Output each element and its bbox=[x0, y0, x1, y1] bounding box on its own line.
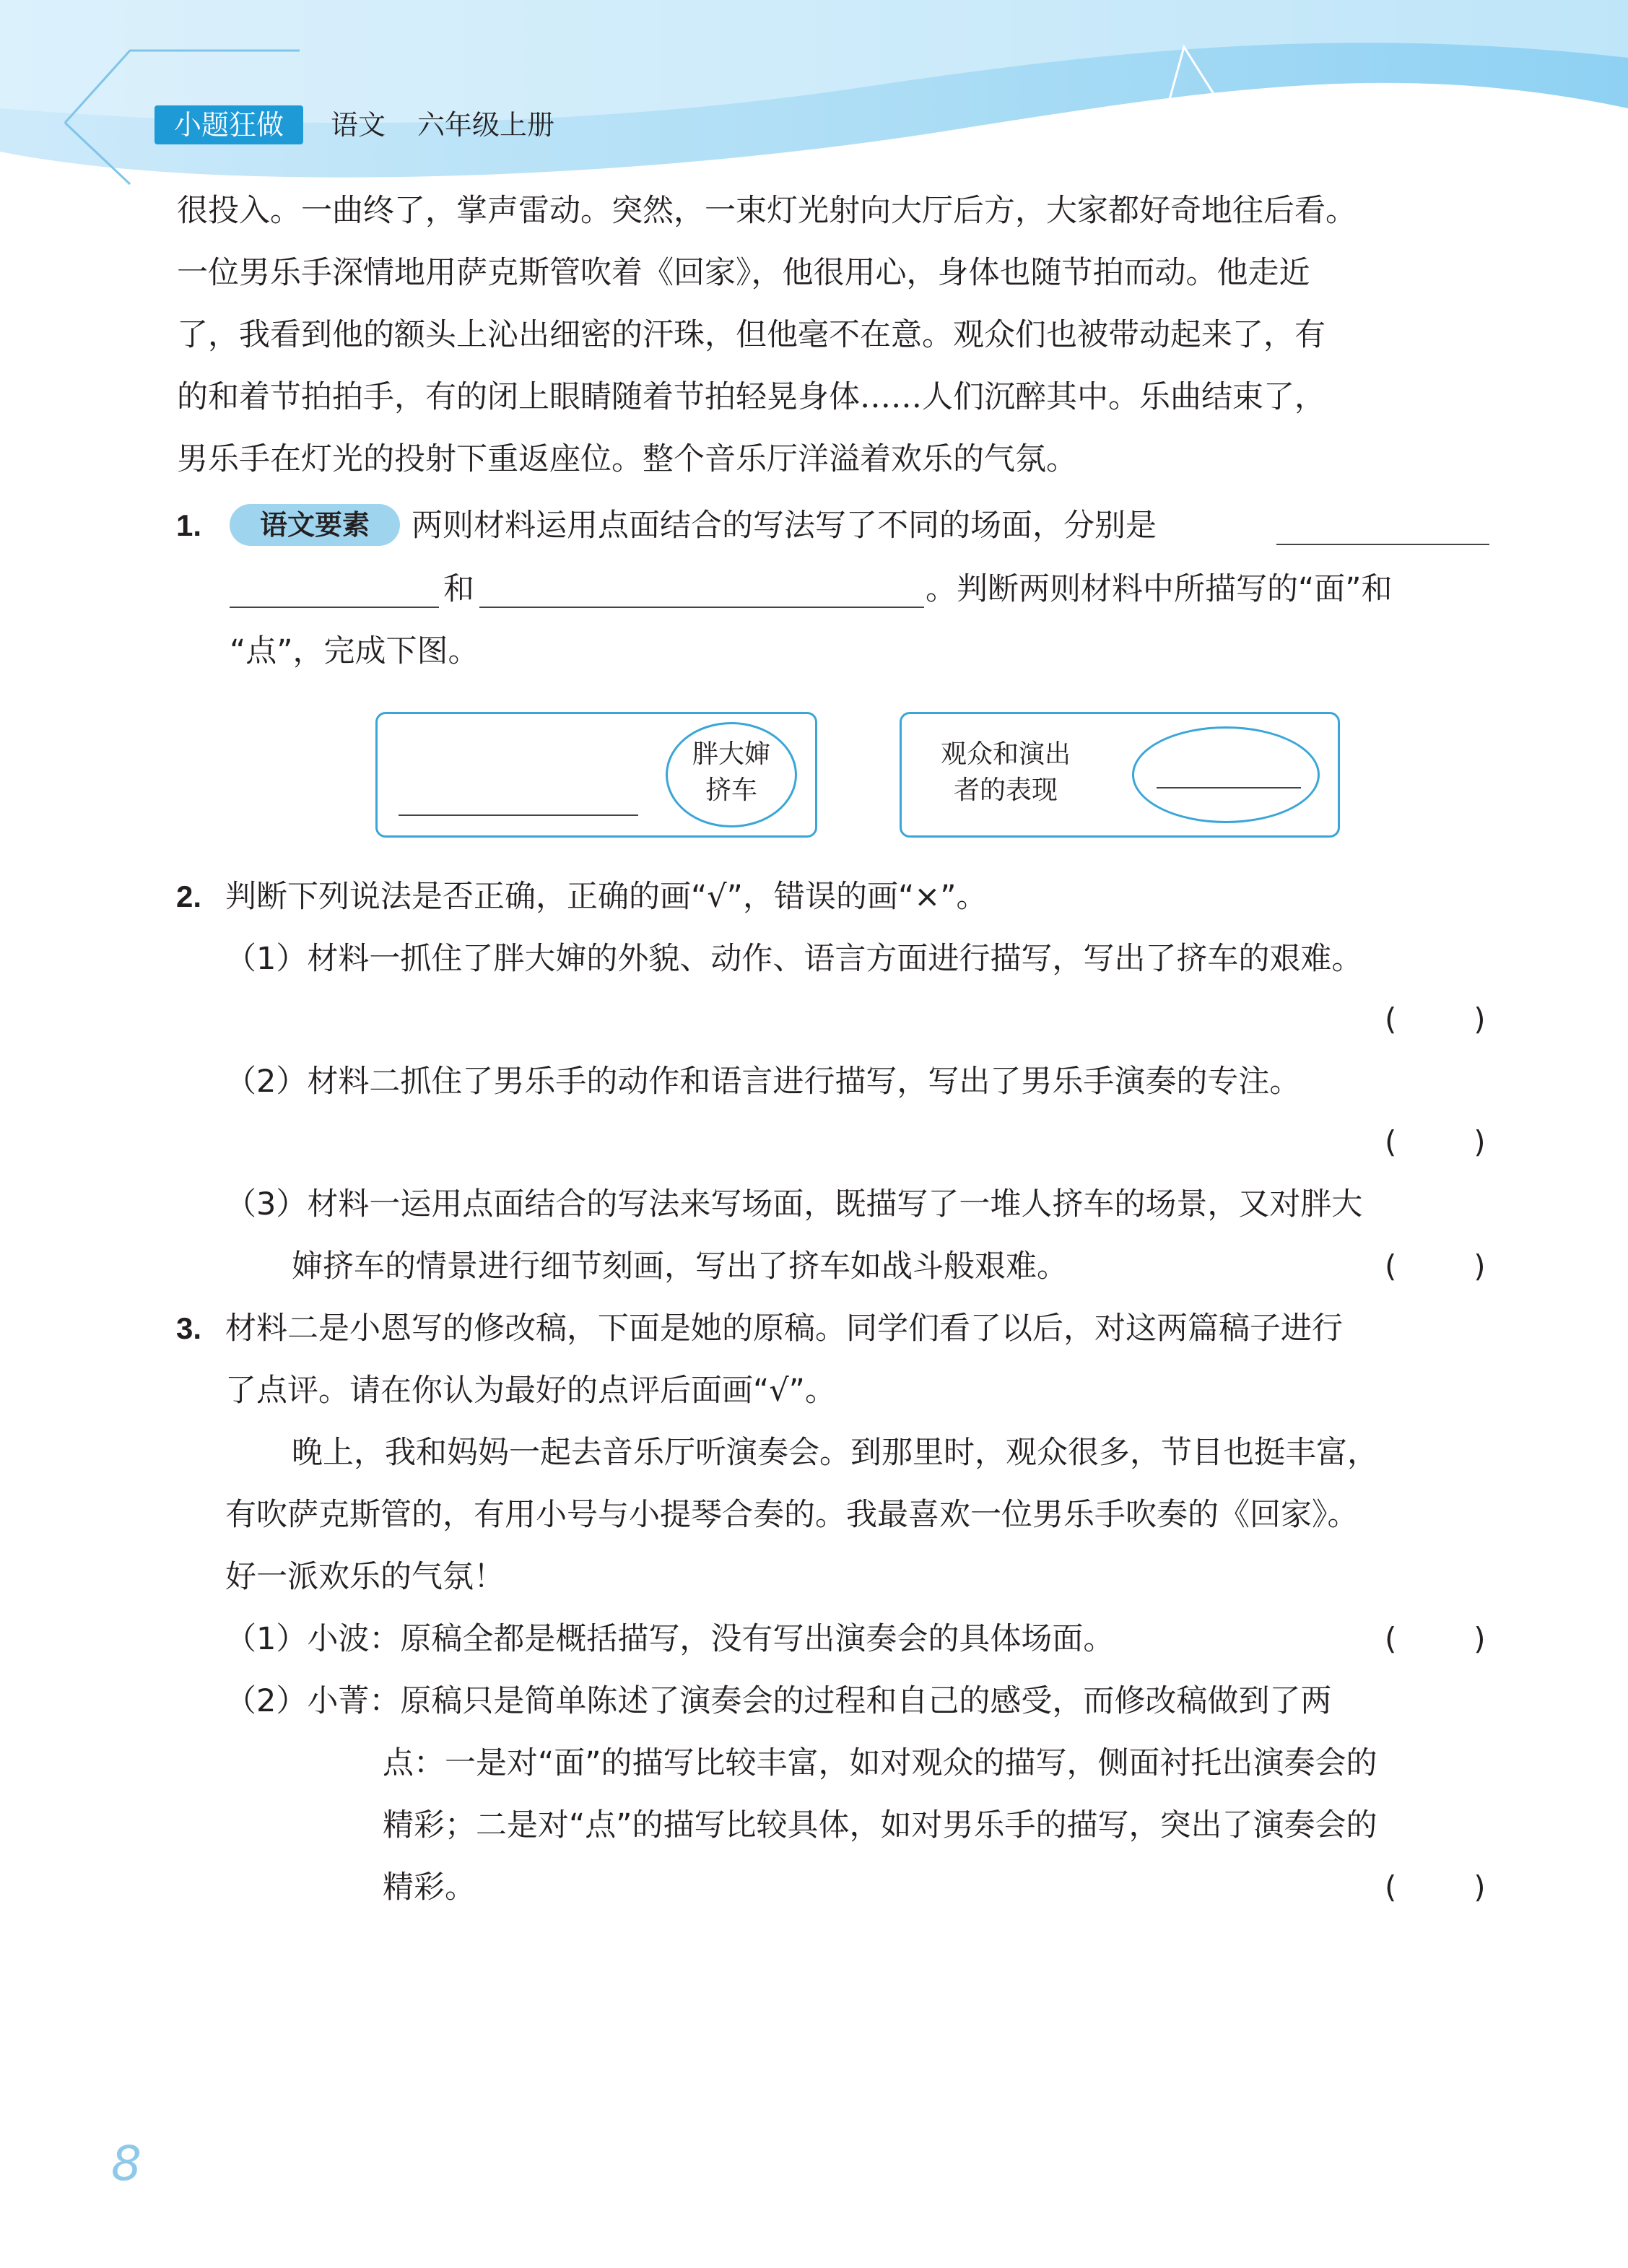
passage-line: 男乐手在灯光的投射下重返座位。整个音乐厅洋溢着欢乐的气氛。 bbox=[177, 441, 1077, 477]
diagram-blank-left[interactable] bbox=[399, 814, 638, 816]
answer-paren[interactable]: ( ) bbox=[1385, 1621, 1486, 1656]
q3-stem: 材料二是小恩写的修改稿，下面是她的原稿。同学们看了以后，对这两篇稿子进行 bbox=[225, 1311, 1343, 1347]
header-wave-decoration bbox=[0, 0, 1628, 195]
draft-line: 有吹萨克斯管的，有用小号与小提琴合奏的。我最喜欢一位男乐手吹奏的《回家》。 bbox=[225, 1497, 1359, 1533]
question-3-number: 3. bbox=[176, 1311, 202, 1345]
q3-item-2: （2）小菁：原稿只是简单陈述了演奏会的过程和自己的感受，而修改稿做到了两 bbox=[225, 1683, 1332, 1719]
draft-line: 好一派欢乐的气氛！ bbox=[225, 1559, 505, 1595]
draft-line: 晚上，我和妈妈一起去音乐厅听演奏会。到那里时，观众很多，节目也挺丰富， bbox=[292, 1435, 1378, 1471]
series-badge: 小题狂做 bbox=[154, 105, 303, 144]
diagram-blank-right[interactable] bbox=[1157, 787, 1301, 788]
page-number: 8 bbox=[111, 2136, 142, 2191]
q2-item-2: （2）材料二抓住了男乐手的动作和语言进行描写，写出了男乐手演奏的专注。 bbox=[225, 1064, 1301, 1100]
q2-item-3-cont: 婶挤车的情景进行细节刻画，写出了挤车如战斗般艰难。 bbox=[292, 1248, 1068, 1285]
answer-paren[interactable]: ( ) bbox=[1385, 1869, 1486, 1905]
chinese-elements-tag: 语文要素 bbox=[230, 504, 400, 546]
passage-line: 了，我看到他的额头上沁出细密的汗珠，但他毫不在意。观众们也被带动起来了，有 bbox=[177, 317, 1326, 353]
question-2-number: 2. bbox=[176, 879, 202, 913]
ellipse-label-line: 挤车 bbox=[705, 775, 757, 805]
q1-blank-1a[interactable] bbox=[1276, 544, 1489, 545]
q1-text-c: “点”，完成下图。 bbox=[230, 633, 479, 669]
q3-item-2-cont: 点：一是对“面”的描写比较丰富，如对观众的描写，侧面衬托出演奏会的 bbox=[383, 1745, 1377, 1781]
answer-paren[interactable]: ( ) bbox=[1385, 1124, 1486, 1160]
answer-paren[interactable]: ( ) bbox=[1385, 1248, 1486, 1284]
q1-blank-1b[interactable] bbox=[230, 607, 439, 608]
subject-label: 语文 bbox=[331, 109, 386, 141]
answer-paren[interactable]: ( ) bbox=[1385, 1002, 1486, 1037]
box-label-line: 者的表现 bbox=[953, 775, 1058, 805]
q1-and: 和 bbox=[443, 571, 474, 607]
q2-stem: 判断下列说法是否正确，正确的画“√”，错误的画“×”。 bbox=[225, 879, 988, 915]
q3-item-2-cont: 精彩；二是对“点”的描写比较具体，如对男乐手的描写，突出了演奏会的 bbox=[383, 1807, 1377, 1843]
passage-line: 一位男乐手深情地用萨克斯管吹着《回家》，他很用心，身体也随节拍而动。他走近 bbox=[177, 255, 1310, 291]
q1-blank-2[interactable] bbox=[479, 607, 924, 608]
passage-line: 很投入。一曲终了，掌声雷动。突然，一束灯光射向大厅后方，大家都好奇地往后看。 bbox=[177, 193, 1357, 229]
q2-item-3: （3）材料一运用点面结合的写法来写场面，既描写了一堆人挤车的场景，又对胖大 bbox=[225, 1186, 1363, 1222]
ellipse-label-line: 胖大婶 bbox=[692, 739, 770, 769]
question-1-number: 1. bbox=[176, 508, 202, 542]
passage-line: 的和着节拍拍手，有的闭上眼睛随着节拍轻晃身体……人们沉醉其中。乐曲结束了， bbox=[177, 379, 1326, 415]
q3-stem: 了点评。请在你认为最好的点评后面画“√”。 bbox=[225, 1373, 836, 1409]
q3-item-1: （1）小波：原稿全都是概括描写，没有写出演奏会的具体场面。 bbox=[225, 1621, 1115, 1657]
box-label-line: 观众和演出 bbox=[940, 739, 1071, 769]
q2-item-1: （1）材料一抓住了胖大婶的外貌、动作、语言方面进行描写，写出了挤车的艰难。 bbox=[225, 941, 1363, 977]
q1-text-b: 。判断两则材料中所描写的“面”和 bbox=[926, 571, 1393, 607]
q1-text-a: 两则材料运用点面结合的写法写了不同的场面，分别是 bbox=[412, 508, 1157, 544]
grade-label: 六年级上册 bbox=[417, 109, 555, 141]
diagram-ellipse-right bbox=[1132, 726, 1320, 823]
q3-item-2-cont: 精彩。 bbox=[383, 1869, 476, 1906]
